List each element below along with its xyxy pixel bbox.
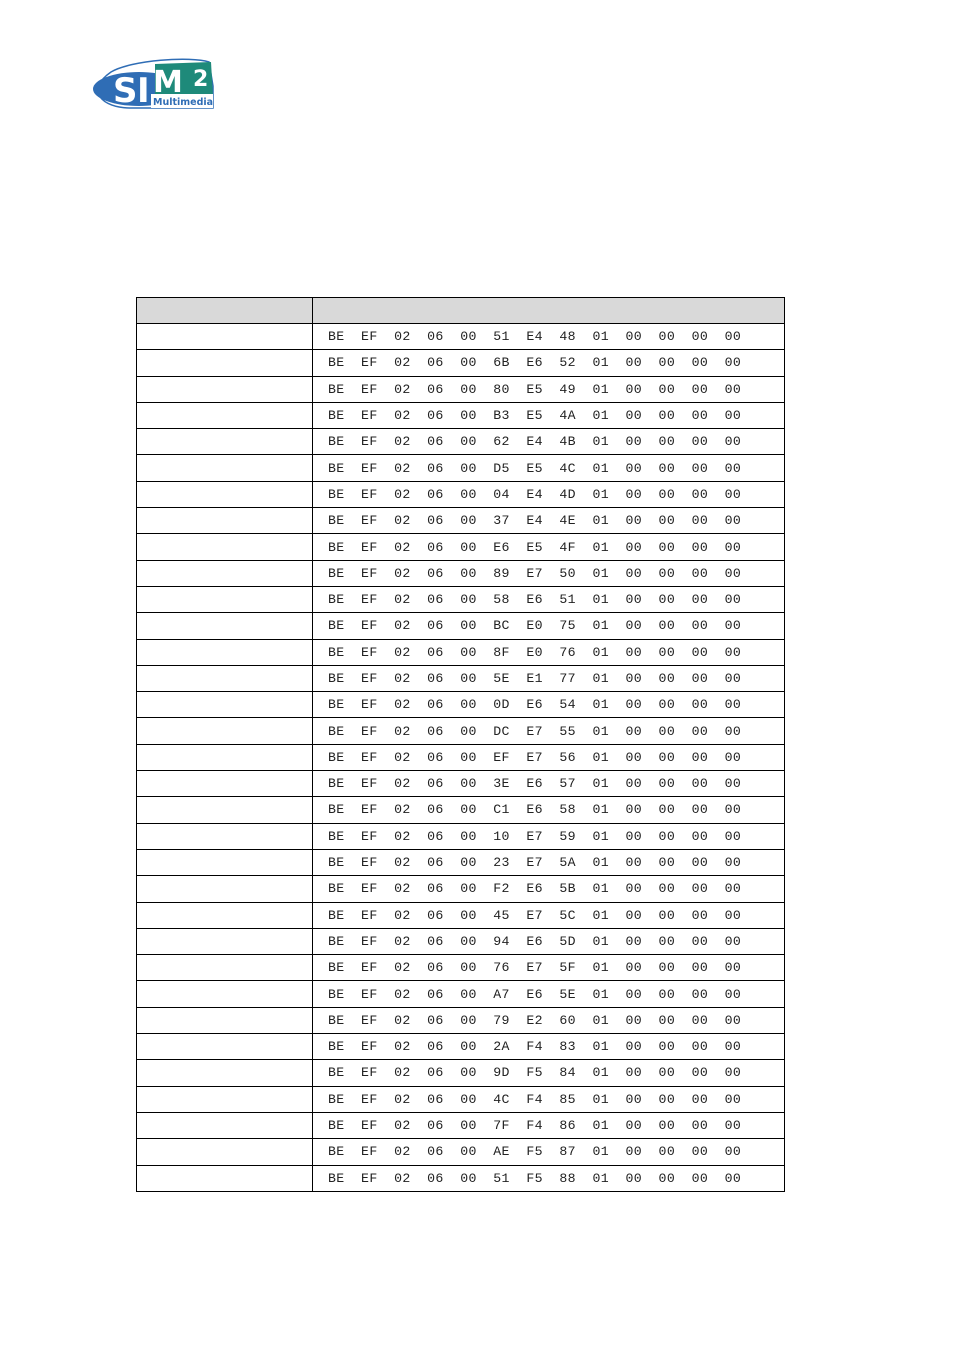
table-row bbox=[137, 744, 785, 770]
row-hex-code: BE EF 02 06 00 23 E7 5A 01 00 00 00 00 bbox=[313, 849, 785, 875]
table-row bbox=[137, 797, 785, 823]
row-hex-code: BE EF 02 06 00 45 E7 5C 01 00 00 00 00 bbox=[313, 902, 785, 928]
row-hex-code: BE EF 02 06 00 9D F5 84 01 00 00 00 00 bbox=[313, 1060, 785, 1086]
row-label bbox=[137, 1086, 313, 1112]
table-row bbox=[137, 402, 785, 428]
row-hex-code: BE EF 02 06 00 6B E6 52 01 00 00 00 00 bbox=[313, 350, 785, 376]
table-row bbox=[137, 376, 785, 402]
svg-text:Multimedia: Multimedia bbox=[153, 97, 214, 108]
row-label bbox=[137, 508, 313, 534]
row-hex-code: BE EF 02 06 00 F2 E6 5B 01 00 00 00 00 bbox=[313, 876, 785, 902]
row-label bbox=[137, 429, 313, 455]
row-hex-code: BE EF 02 06 00 79 E2 60 01 00 00 00 00 bbox=[313, 1007, 785, 1033]
row-label bbox=[137, 718, 313, 744]
row-hex-code: BE EF 02 06 00 AE F5 87 01 00 00 00 00 bbox=[313, 1139, 785, 1165]
row-hex-code: BE EF 02 06 00 58 E6 51 01 00 00 00 00 bbox=[313, 586, 785, 612]
row-label bbox=[137, 534, 313, 560]
row-hex-code: BE EF 02 06 00 2A F4 83 01 00 00 00 00 bbox=[313, 1034, 785, 1060]
row-label bbox=[137, 692, 313, 718]
row-hex-code: BE EF 02 06 00 51 F5 88 01 00 00 00 00 bbox=[313, 1165, 785, 1191]
row-label bbox=[137, 1060, 313, 1086]
table-row bbox=[137, 508, 785, 534]
table-row bbox=[137, 849, 785, 875]
row-hex-code: BE EF 02 06 00 D5 E5 4C 01 00 00 00 00 bbox=[313, 455, 785, 481]
row-hex-code: BE EF 02 06 00 7F F4 86 01 00 00 00 00 bbox=[313, 1112, 785, 1138]
row-label bbox=[137, 560, 313, 586]
row-label bbox=[137, 771, 313, 797]
row-label bbox=[137, 981, 313, 1007]
table-row bbox=[137, 1112, 785, 1138]
row-label bbox=[137, 955, 313, 981]
row-label bbox=[137, 797, 313, 823]
row-hex-code: BE EF 02 06 00 EF E7 56 01 00 00 00 00 bbox=[313, 744, 785, 770]
row-hex-code: BE EF 02 06 00 A7 E6 5E 01 00 00 00 00 bbox=[313, 981, 785, 1007]
table-row bbox=[137, 718, 785, 744]
row-label bbox=[137, 350, 313, 376]
svg-text:I: I bbox=[137, 71, 150, 110]
row-label bbox=[137, 324, 313, 350]
row-label bbox=[137, 481, 313, 507]
row-hex-code: BE EF 02 06 00 94 E6 5D 01 00 00 00 00 bbox=[313, 928, 785, 954]
row-hex-code: BE EF 02 06 00 37 E4 4E 01 00 00 00 00 bbox=[313, 508, 785, 534]
row-label bbox=[137, 1139, 313, 1165]
row-hex-code: BE EF 02 06 00 B3 E5 4A 01 00 00 00 00 bbox=[313, 402, 785, 428]
row-hex-code: BE EF 02 06 00 4C F4 85 01 00 00 00 00 bbox=[313, 1086, 785, 1112]
row-hex-code: BE EF 02 06 00 04 E4 4D 01 00 00 00 00 bbox=[313, 481, 785, 507]
row-label bbox=[137, 613, 313, 639]
row-label bbox=[137, 823, 313, 849]
table-row bbox=[137, 324, 785, 350]
table-row bbox=[137, 902, 785, 928]
row-hex-code: BE EF 02 06 00 DC E7 55 01 00 00 00 00 bbox=[313, 718, 785, 744]
row-label bbox=[137, 928, 313, 954]
row-label bbox=[137, 402, 313, 428]
table-row bbox=[137, 586, 785, 612]
table-row bbox=[137, 823, 785, 849]
row-hex-code: BE EF 02 06 00 5E E1 77 01 00 00 00 00 bbox=[313, 665, 785, 691]
row-hex-code: BE EF 02 06 00 3E E6 57 01 00 00 00 00 bbox=[313, 771, 785, 797]
row-label bbox=[137, 902, 313, 928]
row-label bbox=[137, 455, 313, 481]
row-label bbox=[137, 586, 313, 612]
table-row bbox=[137, 1007, 785, 1033]
table-row bbox=[137, 1086, 785, 1112]
table-row bbox=[137, 1165, 785, 1191]
row-label bbox=[137, 849, 313, 875]
table-row bbox=[137, 1034, 785, 1060]
table-row bbox=[137, 981, 785, 1007]
table-row bbox=[137, 876, 785, 902]
row-hex-code: BE EF 02 06 00 80 E5 49 01 00 00 00 00 bbox=[313, 376, 785, 402]
row-label bbox=[137, 744, 313, 770]
table-row bbox=[137, 350, 785, 376]
svg-text:M: M bbox=[153, 65, 183, 100]
row-hex-code: BE EF 02 06 00 62 E4 4B 01 00 00 00 00 bbox=[313, 429, 785, 455]
row-label bbox=[137, 376, 313, 402]
header-cell-code bbox=[313, 298, 785, 324]
row-label bbox=[137, 639, 313, 665]
row-hex-code: BE EF 02 06 00 76 E7 5F 01 00 00 00 00 bbox=[313, 955, 785, 981]
table-row bbox=[137, 1139, 785, 1165]
row-hex-code: BE EF 02 06 00 51 E4 48 01 00 00 00 00 bbox=[313, 324, 785, 350]
row-label bbox=[137, 876, 313, 902]
table-header-row bbox=[137, 298, 785, 324]
row-hex-code: BE EF 02 06 00 10 E7 59 01 00 00 00 00 bbox=[313, 823, 785, 849]
header-cell-function bbox=[137, 298, 313, 324]
command-table bbox=[136, 297, 785, 1192]
table-row bbox=[137, 429, 785, 455]
sim2-logo bbox=[91, 56, 215, 110]
row-hex-code: BE EF 02 06 00 C1 E6 58 01 00 00 00 00 bbox=[313, 797, 785, 823]
row-hex-code: BE EF 02 06 00 BC E0 75 01 00 00 00 00 bbox=[313, 613, 785, 639]
table-row bbox=[137, 613, 785, 639]
row-hex-code: BE EF 02 06 00 0D E6 54 01 00 00 00 00 bbox=[313, 692, 785, 718]
table-row bbox=[137, 955, 785, 981]
row-label bbox=[137, 665, 313, 691]
table-row bbox=[137, 534, 785, 560]
row-hex-code: BE EF 02 06 00 E6 E5 4F 01 00 00 00 00 bbox=[313, 534, 785, 560]
table-row bbox=[137, 771, 785, 797]
row-hex-code: BE EF 02 06 00 89 E7 50 01 00 00 00 00 bbox=[313, 560, 785, 586]
row-label bbox=[137, 1007, 313, 1033]
table-row bbox=[137, 481, 785, 507]
svg-text:S: S bbox=[113, 71, 138, 110]
table-row bbox=[137, 665, 785, 691]
table-row bbox=[137, 455, 785, 481]
table-row bbox=[137, 928, 785, 954]
table-row bbox=[137, 1060, 785, 1086]
row-label bbox=[137, 1034, 313, 1060]
table-row bbox=[137, 692, 785, 718]
row-hex-code: BE EF 02 06 00 8F E0 76 01 00 00 00 00 bbox=[313, 639, 785, 665]
table-row bbox=[137, 560, 785, 586]
row-label bbox=[137, 1112, 313, 1138]
table-row bbox=[137, 639, 785, 665]
svg-text:2: 2 bbox=[193, 67, 209, 92]
row-label bbox=[137, 1165, 313, 1191]
